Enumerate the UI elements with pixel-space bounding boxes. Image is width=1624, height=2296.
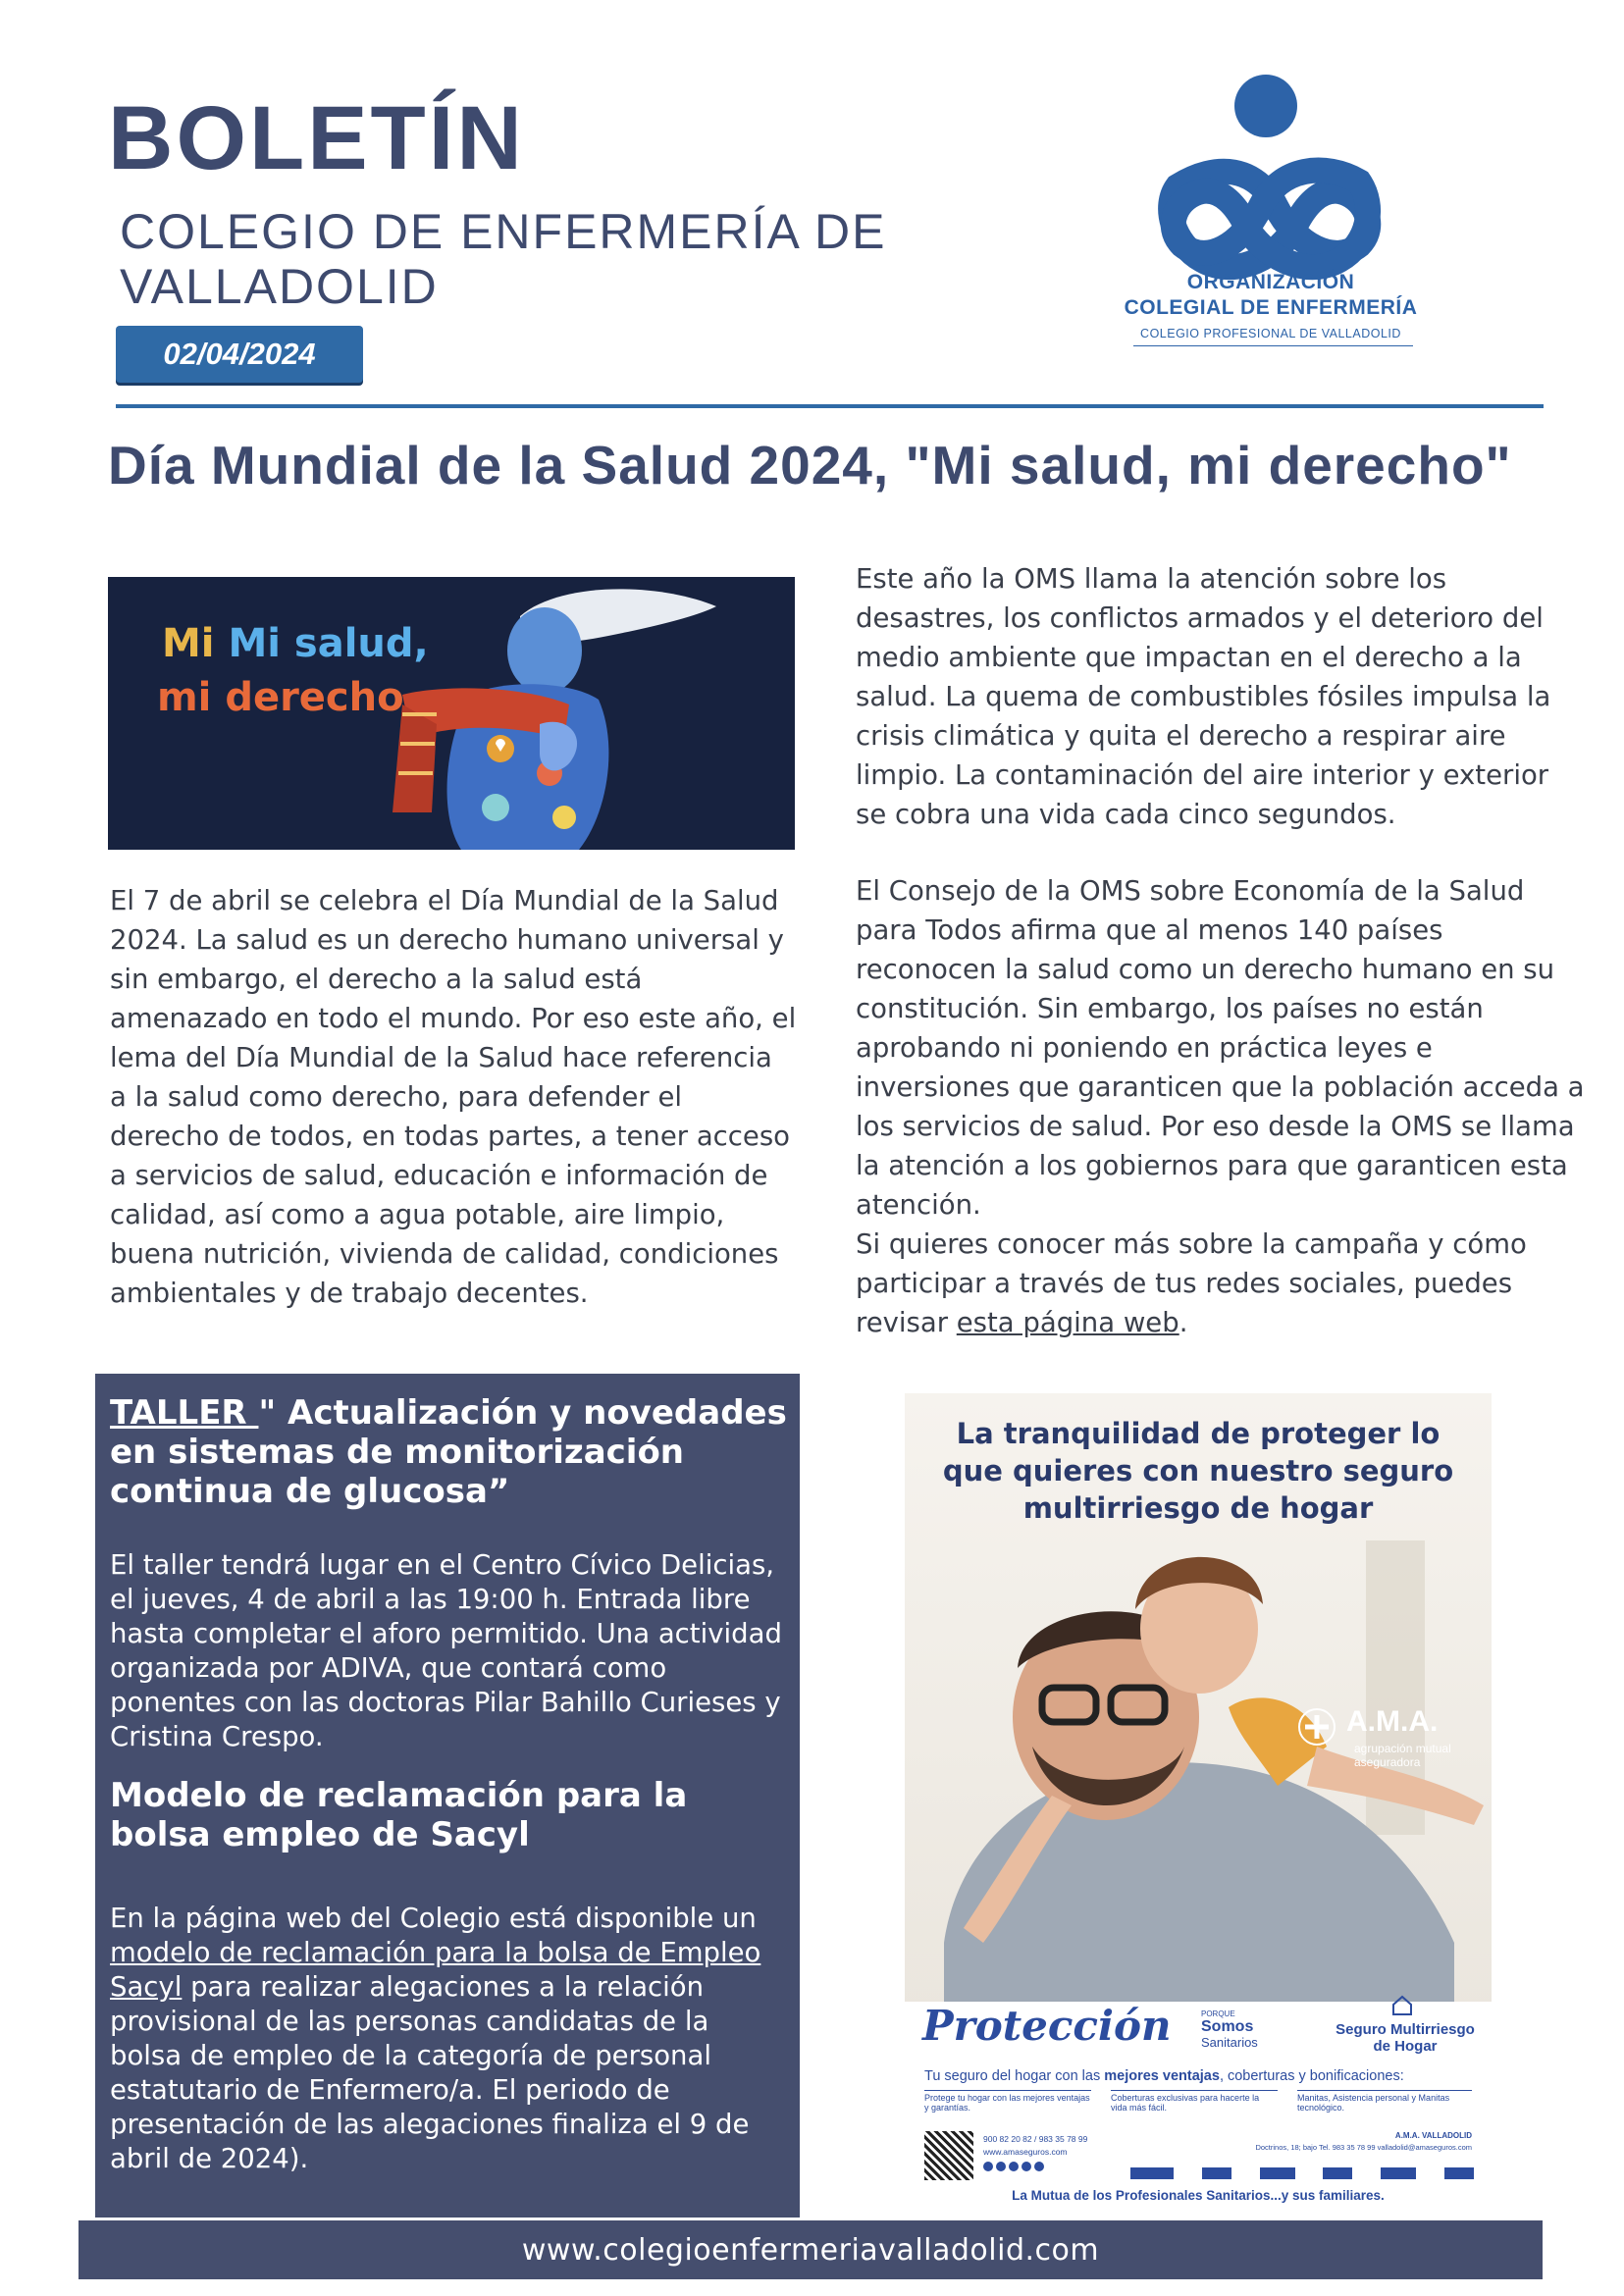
ad-office-address: Doctrinos, 18; bajo Tel. 983 35 78 99 valladolid@amaseguros.com [1255,2143,1472,2152]
ama-brand-sub: agrupación mutual aseguradora [1354,1742,1451,1769]
ama-fundacion-logo-icon [1323,2167,1352,2179]
ad-product-line2: de Hogar [1373,2038,1438,2055]
youtube-icon[interactable] [1034,2162,1044,2171]
ad-somos-line3: Sanitarios [1201,2035,1258,2050]
ama-logo-icon [1202,2167,1231,2179]
ad-product [1327,2021,1484,2055]
ama-mutua-logo-icon [1444,2167,1474,2179]
article-paragraph-campaign [856,1225,1587,1342]
amarketing-logo-icon [1381,2167,1416,2179]
insurance-advertisement[interactable] [905,1393,1492,2218]
taller-label: TALLER [110,1393,259,1433]
article-paragraph-oms: Este año la OMS llama la atención sobre los desastres, los conflictos armados y el deterioro del medio ambiente que impactan en el derecho a la salud. La quema de combustibles fósiles impulsa la crisis climática y quita el derecho a respirar aire limpio. La contaminación del aire interior y exterior se cobra una vida cada cinco segundos. [856,563,1551,830]
sacyl-claim-link[interactable]: modelo de reclamación para la bolsa de Empleo Sacyl [110,1937,761,2003]
group-logos [1130,2164,1474,2183]
twitter-icon[interactable] [996,2162,1006,2171]
footer-website[interactable] [79,2220,1543,2279]
amavida-logo-icon [1260,2167,1295,2179]
article-left-column [110,881,797,1313]
article-title: Día Mundial de la Salud 2024, "Mi salud, mi derecho" [108,435,1512,496]
ad-phones: 900 82 20 82 / 983 35 78 99 [983,2134,1088,2144]
news-box [95,1374,800,2218]
article-paragraph-intro: El 7 de abril se celebra el Día Mundial de la Salud 2024. La salud es un derecho humano universal y sin embargo, el derecho a la salud está amenazado en todo el mundo. Por eso este año, el lema del Día Mundial de la Salud hace referencia a la salud como derecho, para defender el derecho de todos, en todas partes, a tener acceso a servicios de salud, educación e información de calidad, así como a agua potable, aire limpio, buena nutrición, vivienda de calidad, condiciones ambientales y de trabajo decentes. [110,885,797,1309]
sacyl-text-end: para realizar alegaciones a la relación provisional de las personas candidatas de la bolsa de empleo de la categoría de personal estatutario de Enfermero/a. El periodo de presentación de las alegaciones finaliza el 9 de abril de 2024). [110,1971,750,2174]
house-icon [1390,1994,1414,2017]
footer-url[interactable]: www.colegioenfermeriavalladolid.com [521,2232,1100,2268]
taller-heading [110,1393,787,1511]
sacyl-text: En la página web del Colegio está disponible un [110,1903,757,1934]
taller-description: El taller tendrá lugar en el Centro Cívico Delicias, el jueves, 4 de abril a las 19:00 h. Entrada libre hasta completar el aforo permitido. Una actividad organizada por ADIVA, que contará como ponentes con las doctoras Pilar Bahillo Curieses y Cristina Crespo. [110,1549,782,1752]
ad-tagline-bold: mejores ventajas [1104,2068,1220,2084]
ad-somos-line2: Somos [1201,2018,1254,2035]
figure-face-icon [507,607,582,694]
article-right-column-top [856,559,1587,834]
ad-tagline-start: Tu seguro del hogar con las [924,2068,1105,2084]
facebook-icon[interactable] [983,2162,993,2171]
taller-title: " Actualización y novedades en sistemas de monitorización continua de glucosa” [110,1393,787,1511]
logo-text-line1: ORGANIZACIÓN [1186,271,1355,293]
logo-text-line3: COLEGIO PROFESIONAL DE VALLADOLID [1140,327,1401,340]
ad-product-line1: Seguro Multirriesgo [1336,2021,1475,2038]
ad-tagline-end: , coberturas y bonificaciones: [1219,2068,1404,2084]
instagram-icon[interactable] [1009,2162,1019,2171]
organization-name: COLEGIO DE ENFERMERÍA DE VALLADOLID [120,204,887,314]
date-badge: 02/04/2024 [116,326,363,383]
campaign-text: Si quieres conocer más sobre la campaña y cómo participar a través de tus redes sociales, puedes revisar [856,1228,1527,1338]
ad-feature-1: Protege tu hogar con las mejores ventajas y garantías. [924,2090,1091,2113]
ama-cross-icon [1297,1707,1336,1747]
sacyl-heading: Modelo de reclamación para la bolsa empleo de Sacyl [110,1776,688,1854]
ad-somos-line1: PORQUE [1201,2009,1235,2018]
ad-tagline [924,2068,1474,2084]
article-paragraph-consejo: El Consejo de la OMS sobre Economía de la Salud para Todos afirma que al menos 140 países reconocen la salud como un derecho humano en su constitución. Sin embargo, los países no están aprobando ni poniendo en práctica leyes e inversiones que garanticen que la población acceda a los servicios de salud. Por eso desde la OMS se llama la atención a los gobiernos para que garanticen esta atención. [856,875,1585,1221]
social-icons [983,2162,1044,2171]
ad-headline: La tranquilidad de proteger lo que quieres con nuestro seguro multirriesgo de hogar [942,1417,1454,1525]
banner-text-line1 [162,621,429,666]
logo-head-icon [1234,75,1297,137]
ad-office-name: A.M.A. VALLADOLID [1394,2131,1472,2140]
ad-feature-2: Coberturas exclusivas para hacerte la vida más fácil. [1111,2090,1278,2113]
qr-code-icon[interactable] [924,2131,973,2180]
ama-group-logo-icon [1130,2167,1174,2179]
logo-text-line2: COLEGIAL DE ENFERMERÍA [1124,296,1418,319]
banner-text-line2: mi derecho [157,675,404,720]
ad-feature-3: Manitas, Asistencia personal y Manitas tecnológico. [1297,2090,1472,2113]
linkedin-icon[interactable] [1022,2162,1031,2171]
logo-divider [1133,345,1413,346]
ad-footer-slogan: La Mutua de los Profesionales Sanitarios...y sus familiares. [1012,2188,1385,2203]
bulletin-title: BOLETÍN [108,88,525,188]
campaign-text-end: . [1179,1307,1188,1338]
banner-text-mi: Mi [162,621,229,666]
ad-proteccion: Protección [922,2002,1172,2050]
header-divider [116,404,1544,408]
ad-web[interactable]: www.amaseguros.com [983,2147,1068,2157]
sacyl-description [110,1902,787,2176]
banner-text-salud: Mi salud, [228,621,429,666]
article-right-column-bottom [856,871,1587,1342]
campaign-web-link[interactable]: esta página web [956,1307,1179,1338]
ama-brand: A.M.A. [1346,1705,1439,1738]
